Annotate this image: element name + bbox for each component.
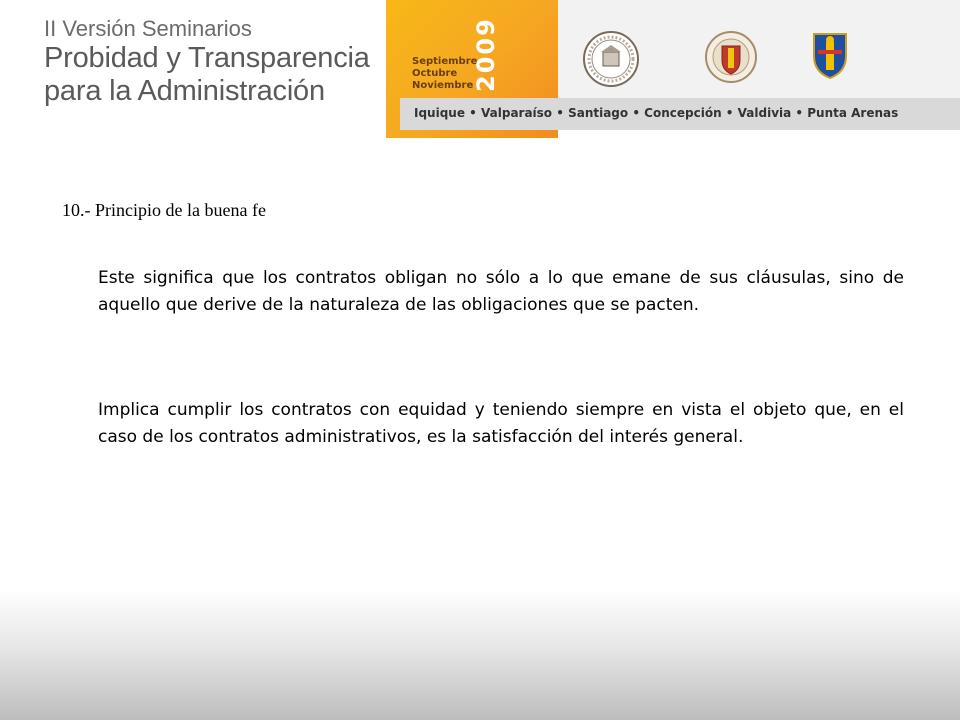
banner-year-text: 2009 [472,17,500,92]
paragraph-1: Este significa que los contratos obligan no sólo a lo que emane de sus cláusulas, sino de aquello que derive de la naturaleza de las obligaciones que se pacten. [98,268,904,315]
cities-list: Iquique • Valparaíso • Santiago • Concepción • Valdivia • Punta Arenas [414,106,899,120]
banner-logo-strip [558,0,960,98]
series-title-line1: II Versión Seminarios [44,16,252,41]
contraloria-seal-icon [582,30,640,88]
bottom-gradient [0,590,960,720]
paragraph-2: Implica cumplir los contratos con equidad y teniendo siempre en vista el objeto que, en el caso de los contratos administrativos, es la satisfacción del interés general. [98,400,904,447]
cities-bar [400,98,960,130]
banner-year [472,18,502,92]
series-title [44,16,384,108]
university-crest-icon [704,30,758,84]
month-3: Noviembre [412,80,474,91]
month-2: Octubre [412,68,458,79]
banner-months [412,56,477,92]
series-title-line3: para la Administración [44,75,325,107]
section-heading: 10.- Principio de la buena fe [62,200,266,220]
month-1: Septiembre [412,56,478,67]
event-banner [386,0,960,138]
series-title-line2: Probidad y Transparencia [44,42,370,74]
universidad-concepcion-shield-icon [810,30,850,80]
